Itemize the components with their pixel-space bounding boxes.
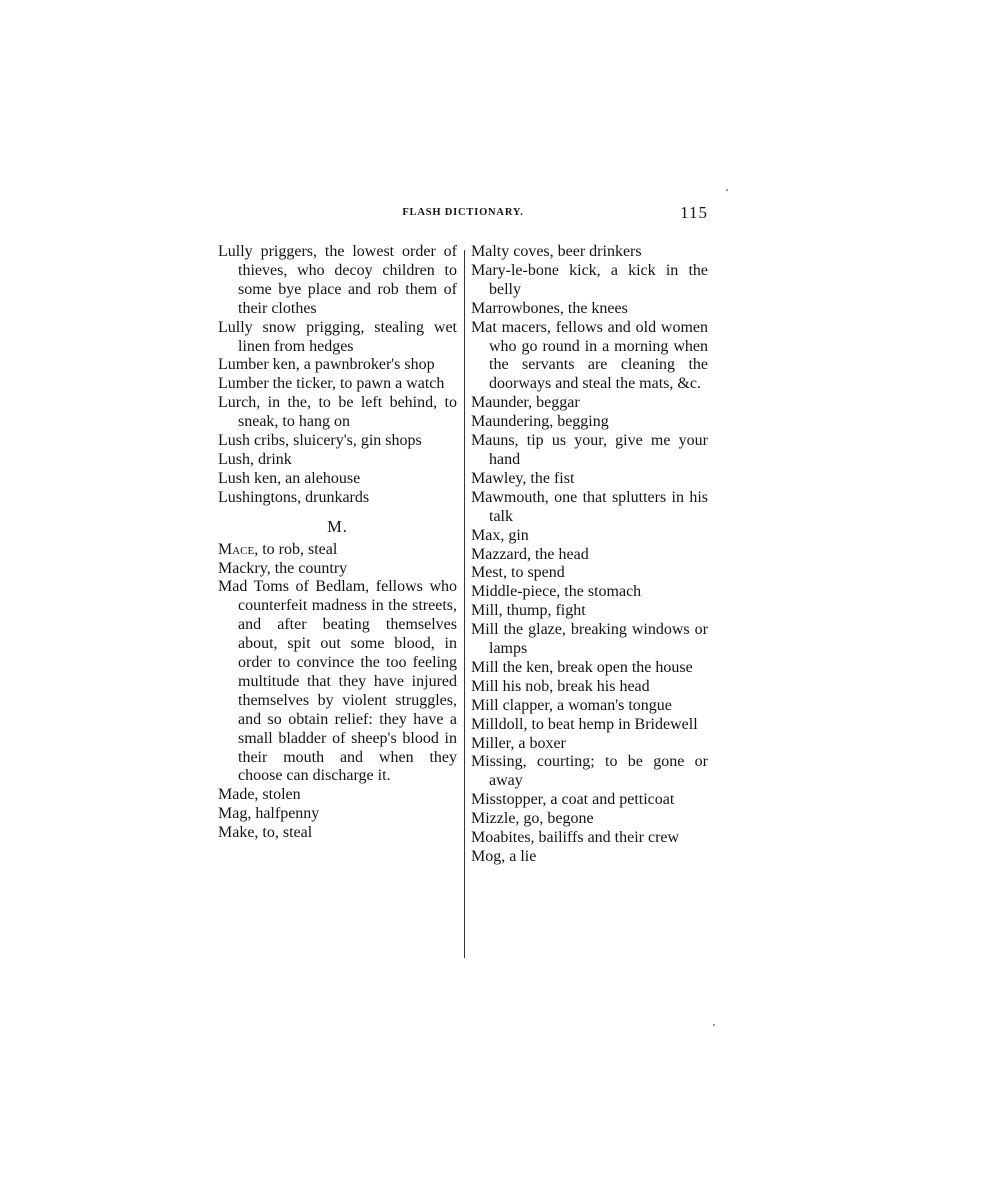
dictionary-entry: Lush cribs, sluicery's, gin shops (218, 432, 422, 450)
right-column (471, 243, 708, 867)
dictionary-entry: Mawmouth, one that splutters in his talk (471, 488, 708, 525)
dictionary-entry: Mill, thump, fight (471, 602, 586, 620)
entry-definition: , to rob, steal (254, 540, 338, 558)
page-number: 115 (680, 203, 708, 222)
page-header (218, 203, 708, 227)
left-column (218, 243, 457, 843)
dictionary-entry: Mill clapper, a woman's tongue (471, 696, 672, 714)
section-letter-heading: M. (327, 516, 348, 536)
dictionary-entry: Mag, halfpenny (218, 805, 320, 823)
dictionary-entry: Mauns, tip us your, give me your hand (471, 432, 708, 468)
dictionary-entry: Mill the glaze, breaking windows or lamps (471, 621, 708, 658)
dictionary-entry: Moabites, bailiffs and their crew (471, 829, 680, 847)
dictionary-entry: Mawley, the fist (471, 469, 575, 487)
dictionary-entry: Maundering, begging (471, 413, 609, 431)
dictionary-entry: Miller, a boxer (471, 734, 566, 752)
dictionary-entry: Milldoll, to beat hemp in Bridewell (471, 715, 698, 733)
dictionary-entry: Mill the ken, break open the house (471, 658, 693, 676)
dictionary-entry: Made, stolen (218, 786, 301, 804)
running-title: FLASH DICTIONARY. (402, 207, 524, 218)
dictionary-entry-first (218, 541, 457, 560)
dictionary-entry: Lully priggers, the lowest order of thieves, who decoy children to some bye place and rob them of their clothes (218, 243, 457, 317)
scan-speck (713, 1024, 715, 1026)
dictionary-entry: Mad Toms of Bedlam, fellows who counterfeit madness in the streets, and after beating themselves about, spit out some blood, in order to convince the too feeling multitude that they have injured themselves by violent struggles, and so obtain relief: they have a small bladder of sheep's blood in their mouth and when they choose can discharge it. (218, 578, 457, 785)
dictionary-entry: Maunder, beggar (471, 394, 580, 412)
dictionary-entry: Mest, to spend (471, 564, 565, 582)
dictionary-entry: Marrowbones, the knees (471, 299, 628, 317)
dictionary-entry: Lush, drink (218, 450, 292, 468)
scan-speck (726, 189, 728, 191)
dictionary-entry: Mizzle, go, begone (471, 810, 594, 828)
dictionary-entry: Lully snow prigging, stealing wet linen from hedges (218, 318, 457, 355)
dictionary-entry: Lurch, in the, to be left behind, to sneak, to hang on (218, 394, 457, 431)
dictionary-entry: Mackry, the country (218, 559, 348, 577)
dictionary-entry: Mazzard, the head (471, 545, 589, 563)
dictionary-entry: Malty coves, beer drinkers (471, 243, 642, 260)
dictionary-entry: Lumber ken, a pawnbroker's shop (218, 356, 435, 374)
dictionary-entry: Missing, courting; to be gone or away (471, 753, 708, 790)
column-divider (464, 250, 465, 958)
dictionary-entry: Middle-piece, the stomach (471, 583, 642, 601)
dictionary-entry: Lushingtons, drunkards (218, 488, 370, 506)
dictionary-entry: Lush ken, an alehouse (218, 469, 361, 487)
dictionary-entry: Max, gin (471, 526, 529, 544)
dictionary-entry: Make, to, steal (218, 824, 313, 842)
dictionary-entry: Misstopper, a coat and petticoat (471, 791, 675, 809)
dictionary-entry: Lumber the ticker, to pawn a watch (218, 375, 445, 393)
dictionary-entry: Mary-le-bone kick, a kick in the belly (471, 261, 708, 298)
dictionary-entry: Mill his nob, break his head (471, 677, 650, 695)
dictionary-entry: Mog, a lie (471, 848, 537, 865)
dictionary-entry: Mat macers, fellows and old women who go round in a morning when the servants are cleaning the doorways and steal the mats, &c. (471, 318, 708, 393)
entry-headword-smallcaps: Mace (218, 540, 255, 558)
